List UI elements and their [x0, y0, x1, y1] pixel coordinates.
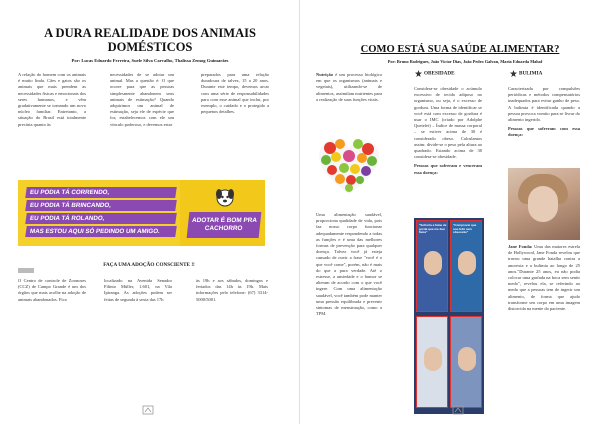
column-text: O Centro de controle de Zoonoses (CCZ) de Campo Grande é um dos órgãos que mais acolhe na adoção de animais abandonados. Fica — [18, 278, 86, 302]
bottom-column-2 — [104, 278, 172, 306]
article-authors: Por: Bruno Rodrigues, João Victor Dias, João Pedro Galvan, Maria Eduarda Mahaf — [387, 59, 543, 64]
column-text: Considera-se obesidade o acúmulo excessivo de tecido adiposo no organismo, ou seja, é o excesso de gordura. Uma forma de identificar se você está com excesso de gordura é usar o IMC (criado por Adolphe Quetelet) – Índice de massa corporal – se estiver acima de 30 é considerado obeso. Calculamos assim: divide-se o peso pela altura ao quadrado. Estando acima de 30 considera-se obesidade. — [414, 86, 482, 160]
column-text: preparados para uma relação duradoura de talvez, 15 a 20 anos. Durante este tempo, devemos arcar com uma série de responsabilidades para com esse animal que inclui, por exemplo, o cuidado e o protegido a pequenos detalhes. — [201, 72, 269, 115]
column-2 — [110, 72, 174, 131]
star-icon — [415, 70, 422, 77]
lead-word: Nutrição — [316, 72, 333, 77]
column-3 — [508, 86, 580, 142]
column-paragraph — [316, 72, 382, 103]
section-heading-obesity — [415, 70, 455, 77]
sufferers-heading — [508, 126, 580, 138]
person-name: Jane Fonda: — [508, 244, 533, 249]
banner-badge — [186, 184, 262, 242]
jane-fonda-photo — [508, 168, 580, 240]
sufferers-heading — [414, 163, 482, 175]
magazine-cover — [416, 316, 448, 408]
bottom-column-1 — [18, 278, 86, 306]
magazine-cover — [450, 220, 482, 312]
photo-face — [458, 251, 476, 275]
right-page — [300, 0, 600, 424]
magazine-covers-photo — [414, 218, 484, 414]
photo-face — [424, 251, 442, 275]
column-text: A relação do homem com os animais é muito linda. Cães e gatos são os animais que mais prendem as necessidades físicas e emocionais dos seres humanos, e vêm gradativamente se tornando um novo núcleo familiar. Entretanto, a situação do Brasil está totalmente precária quanto às — [18, 72, 86, 127]
column-3-lower — [508, 244, 580, 315]
sufferers-heading-text: Pessoas que sofreram com essa doença: — [508, 126, 580, 138]
article-authors: Por: Lucas Eduardo Ferreira, Suele Silva Carvalho, Thalissa Zemog Guimarães — [71, 58, 229, 63]
star-icon — [510, 70, 517, 77]
sufferers-heading-text: Pessoas que sofreram e venceram essa doença: — [414, 163, 482, 175]
photo-face — [458, 347, 476, 371]
banner-line: EU PODIA TÁ CORRENDO, — [25, 187, 177, 198]
column-text: necessidades de se adotar um animal. Mas a questão é: O que ocorre para que as pessoas simplesmente abandonem seus animais de estimação? Quando adquirimos um animal de estimação, seja ele de espécie que for, estabelecemos com ele um vínculo poderoso, e devemos estar — [110, 72, 174, 127]
section-heading-bulimia — [510, 70, 542, 77]
magazine-headline: "Comprovei que sou feliz sem obsessão" — [453, 223, 477, 235]
column-text: Uma alimentação saudável, proporciona qualidade de vida, pois faz nosso corpo funcionar adequadamente respondendo a todas as funções e é uma das melhores formas de prevenção para qualquer doença. Talvez você já esteja cansado de ouvir a frase "você é o que você come", porém, não é mais do que a pura verdade. Até o estresse, a ansiedade e o humor se alteram de acordo com o que você ingere. Com uma alimentação saudável, você também pode manter uma pressão equilibrada e prevenir sintomas de menstruação, como a TPM. — [316, 212, 382, 317]
section-heading: FAÇA UMA ADOÇÃO CONSCIENTE !! — [103, 262, 195, 268]
jane-paragraph — [508, 244, 580, 312]
column-text: às 19h e aos sábados, domingos e feriados das 14h às 19h. Mais informações pelo telefone: (67) 3314-5000/5001. — [196, 278, 268, 302]
column-text: Caracterizada por compulsões periódicas e métodos compensatórios inadequados para evitar ganho de peso. A bulimia é identificada quando a pessoa provoca vomito para se livrar do alimento ingerido. — [508, 86, 580, 123]
adoption-banner — [18, 180, 265, 246]
dog-icon — [214, 186, 236, 208]
magazine-cover — [416, 220, 448, 312]
column-text: Uma das maiores estrela de Hollywood, Jane Fonda revelou que travou uma grande batalha contra a anorexia e a bulimia ao longo de 25 anos."Durante 25 anos, eu não podia colocar uma garfada na boca sem sentir medo", revelou ela, se referindo ao medo que a pessoas tem de ingerir um alimento, de forma que ajudo transforme seu corpo em uma imagem distorcida na mente do paciente. — [508, 244, 580, 312]
bottom-column-3 — [196, 278, 268, 306]
column-2 — [414, 86, 482, 179]
column-1-lower — [316, 212, 382, 320]
section-heading-text: OBESIDADE — [424, 70, 455, 77]
column-1 — [18, 72, 86, 131]
column-text: localizado na Avenida Senador Filinto Müller, 1.601, na Vila Ipiranga. As adoções podem ser feitas de segunda à sexta das 17h — [104, 278, 172, 302]
page-footer-icon — [452, 405, 464, 415]
section-heading-text: BULIMIA — [519, 70, 543, 77]
banner-line: EU PODIA TÁ ROLANDO, — [25, 213, 177, 224]
column-3 — [201, 72, 269, 118]
column-text: é um processo biológico em que os organismos (animais e vegetais), utilizando-se de alimentos, assimilam nutrientes para a realização de suas funções vitais. — [316, 72, 382, 102]
divider — [18, 268, 34, 273]
article-title: A DURA REALIDADE DOS ANIMAIS DOMÉSTICOS — [44, 26, 256, 54]
photo-face — [424, 347, 442, 371]
photo-face — [528, 186, 558, 222]
article-title: COMO ESTÁ SUA SAÚDE ALIMENTAR? — [360, 44, 560, 55]
magazine-headline: "Sofreria a fama de gorda que me deu fama" — [419, 223, 447, 235]
banner-slogan — [18, 180, 180, 246]
banner-tag: ADOTAR É BOM PRA CACHORRO — [187, 212, 262, 238]
page-footer-icon — [142, 405, 154, 415]
banner-line: EU PODIA TÁ BRINCANDO, — [25, 200, 177, 211]
column-1 — [316, 72, 382, 106]
magazine-cover — [450, 316, 482, 408]
banner-line: MAS ESTOU AQUI SÓ PEDINDO UM AMIGO. — [25, 226, 177, 237]
heart-fruits-icon — [314, 130, 384, 200]
